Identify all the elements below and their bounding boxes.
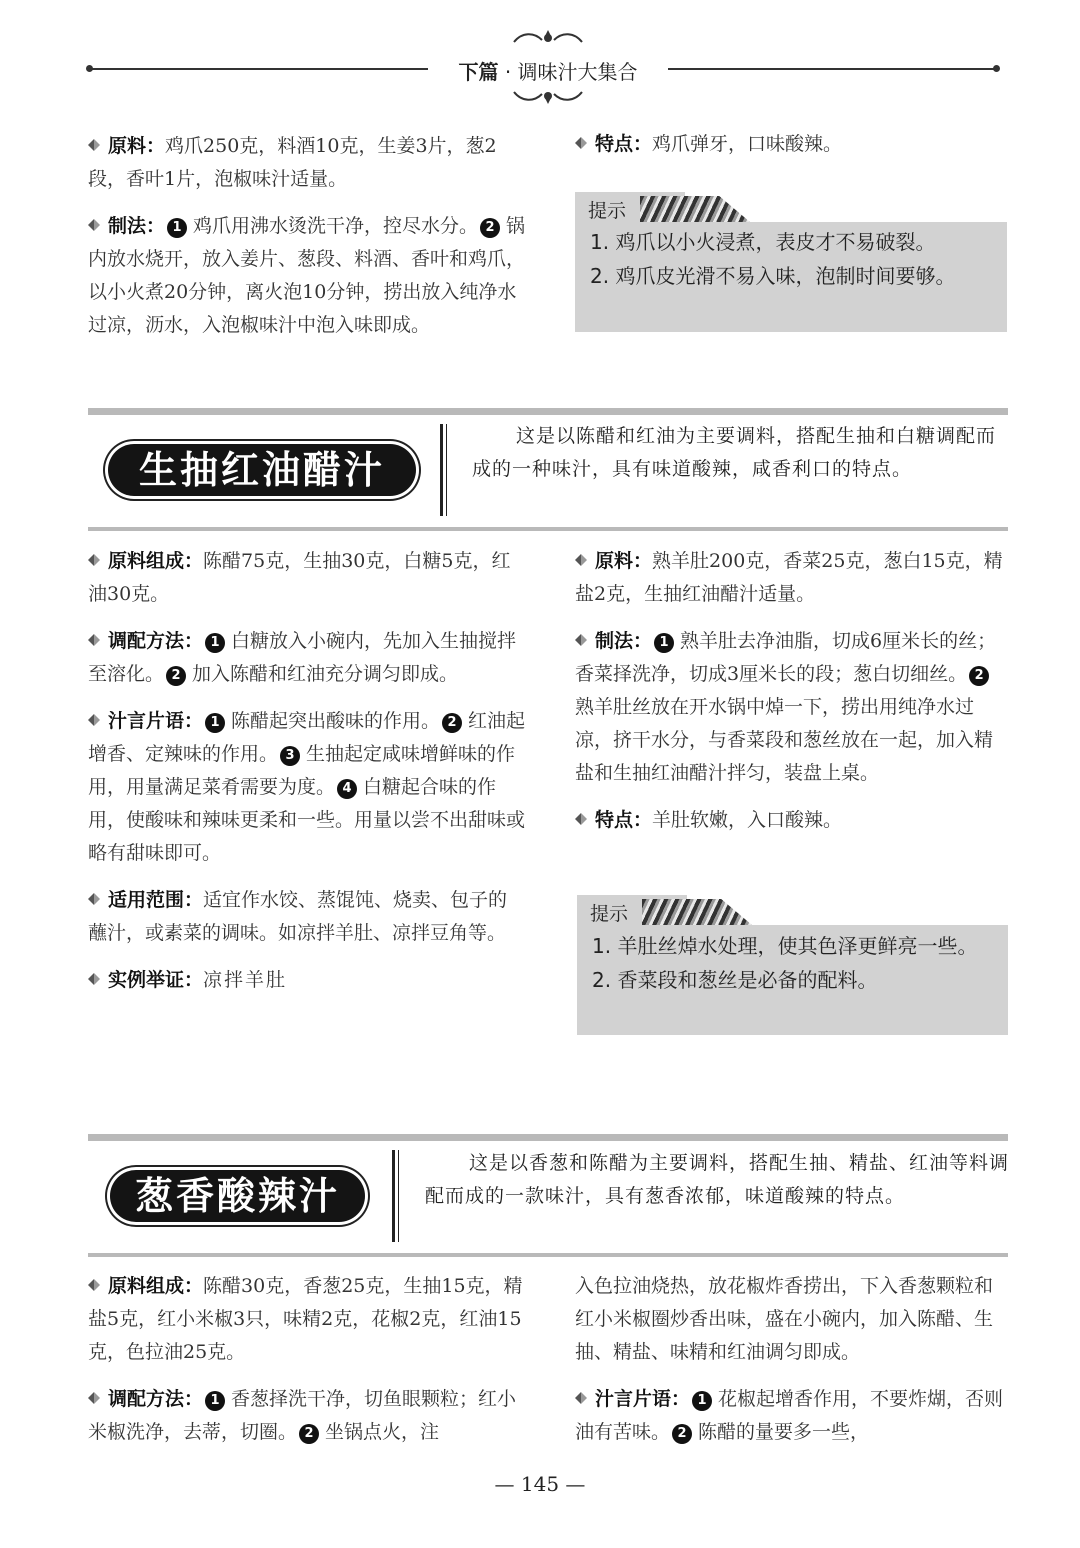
- section2-title: 葱香酸辣汁: [110, 1170, 365, 1222]
- s1-ingredients: [88, 545, 526, 611]
- tip-label: 提示: [588, 200, 627, 222]
- diamond-bullet-icon: [88, 554, 100, 566]
- page-number: — 145 —: [494, 1472, 586, 1496]
- step-number-icon: 1: [205, 1391, 225, 1411]
- s2-method-label: 调配方法：: [108, 1388, 204, 1410]
- step-number-icon: 2: [299, 1424, 319, 1444]
- s1r-ingredients-label: 原料：: [595, 550, 653, 572]
- s2-tips-step: 陈醋的量要多一些，: [698, 1421, 870, 1443]
- section1-intro: 这是以陈醋和红油为主要调料，搭配生抽和白糖调配而成的一种味汁，具有味道酸辣，咸香利口的特点。: [472, 425, 997, 480]
- s1-tips-step: 白糖起合味的作用，使酸味和辣味更柔和一些。用量以尝不出甜味或略有甜味即可。: [88, 776, 526, 864]
- diamond-bullet-icon: [575, 813, 587, 825]
- section1-rule-top: [88, 408, 1008, 415]
- header-dot: ·: [504, 60, 512, 84]
- s1-ingredients-label: 原料组成：: [108, 550, 204, 572]
- header-title: [438, 56, 658, 85]
- s1-tips-label: 汁言片语：: [108, 710, 204, 732]
- diamond-bullet-icon: [88, 219, 100, 231]
- s1-example: [88, 964, 526, 997]
- section2-divider: [392, 1150, 395, 1242]
- s1r-ingredients: [575, 545, 1010, 611]
- top-right-feature: [575, 128, 1007, 161]
- section2-intro: 这是以香葱和陈醋为主要调料，搭配生抽、精盐、红油等料调配而成的一款味汁，具有葱香浓郁，味道酸辣的特点。: [425, 1152, 1010, 1207]
- step-number-icon: 3: [280, 746, 300, 766]
- header-rule-left: [88, 68, 428, 70]
- step-number-icon: 1: [167, 218, 187, 238]
- step-number-icon: 1: [205, 713, 225, 733]
- s1-scope: [88, 884, 526, 950]
- step-number-icon: 4: [337, 779, 357, 799]
- s1-method-step: 白糖放入小碗内，先加入生抽搅拌至溶化。: [88, 630, 517, 685]
- s1r-method-step: 熟羊肚去净油脂，切成6厘米长的丝；香菜择洗净，切成3厘米长的段；葱白切细丝。: [575, 630, 997, 685]
- s2-method-continued: 入色拉油烧热，放花椒炸香捞出，下入香葱颗粒和红小米椒圈炒香出味，盛在小碗内，加入陈醋、生抽、精盐、味精和红油调匀即成。: [575, 1275, 994, 1363]
- diamond-bullet-icon: [575, 634, 587, 646]
- header-dot-left: [86, 65, 93, 72]
- s1r-feature-label: 特点：: [595, 809, 653, 831]
- diamond-bullet-icon: [575, 554, 587, 566]
- s1-example-label: 实例举证：: [108, 969, 204, 991]
- header-dot-right: [993, 65, 1000, 72]
- tip-item: 2. 香菜段和葱丝是必备的配料。: [592, 968, 878, 992]
- section1-divider-thin: [446, 424, 447, 516]
- s1-tips-step: 陈醋起突出酸味的作用。: [231, 710, 441, 732]
- step-number-icon: 2: [480, 218, 500, 238]
- tip-text: [590, 225, 995, 293]
- header-rule-right: [668, 68, 998, 70]
- ornament-bottom-icon: [508, 84, 588, 106]
- header-part: 下篇: [458, 60, 499, 84]
- diamond-bullet-icon: [88, 714, 100, 726]
- s1-method-label: 调配方法：: [108, 630, 204, 652]
- s2-tips-label: 汁言片语：: [595, 1388, 691, 1410]
- tip-stripe-icon: [640, 196, 750, 222]
- s1-scope-label: 适用范围：: [108, 889, 204, 911]
- step-number-icon: 1: [692, 1391, 712, 1411]
- top-method-step: 锅内放水烧开，放入姜片、葱段、料酒、香叶和鸡爪，以小火煮20分钟，离火泡10分钟，捞出放入纯净水过凉，沥水，入泡椒味汁中泡入味即成。: [88, 215, 526, 336]
- s1-tips: [88, 705, 526, 870]
- diamond-bullet-icon: [575, 137, 587, 149]
- s2-tips-step: 花椒起增香作用，不要炸煳，否则油有苦味。: [575, 1388, 1004, 1443]
- diamond-bullet-icon: [88, 634, 100, 646]
- tip-text: [592, 929, 997, 997]
- top-ingredients: [88, 130, 526, 196]
- section2-right-column: [575, 1270, 1010, 1449]
- s1r-method: [575, 625, 1010, 790]
- section1-left-column: [88, 545, 526, 997]
- s1-scope-text: 适宜作水饺、蒸馄饨、烧卖、包子的蘸汁，或素菜的调味。如凉拌羊肚、凉拌豆角等。: [88, 889, 508, 944]
- s2-tips: [575, 1383, 1010, 1449]
- diamond-bullet-icon: [88, 893, 100, 905]
- s1-method: [88, 625, 526, 691]
- section2-rule-top: [88, 1134, 1008, 1141]
- s2-ingredients: [88, 1270, 526, 1369]
- s2-ingredients-text: 陈醋30克，香葱25克，生抽15克，精盐5克，红小米椒3只，味精2克，花椒2克，红油15克，色拉油25克。: [88, 1275, 523, 1363]
- top-ingredients-text: 鸡爪250克，料酒10克，生姜3片，葱2段，香叶1片，泡椒味汁适量。: [88, 135, 497, 190]
- tip-stripe-icon: [642, 899, 752, 925]
- section1-divider: [440, 424, 443, 516]
- top-left-column: [88, 130, 526, 342]
- s1r-feature-text: 羊肚软嫩，入口酸辣。: [652, 809, 843, 831]
- step-number-icon: 2: [969, 666, 989, 686]
- s1r-method-label: 制法：: [595, 630, 653, 652]
- s1-ingredients-text: 陈醋75克，生抽30克，白糖5克，红油30克。: [88, 550, 511, 605]
- ornament-top-icon: [508, 28, 588, 50]
- diamond-bullet-icon: [575, 1392, 587, 1404]
- diamond-bullet-icon: [88, 973, 100, 985]
- top-method: [88, 210, 526, 342]
- s2-method-step: 坐锅点火，注: [325, 1421, 440, 1443]
- section1-rule-bottom: [88, 527, 1008, 531]
- s2-method: [88, 1383, 526, 1449]
- tip-item: 1. 鸡爪以小火浸煮，表皮才不易破裂。: [590, 230, 936, 254]
- top-feature-label: 特点：: [595, 133, 653, 155]
- step-number-icon: 2: [166, 666, 186, 686]
- diamond-bullet-icon: [88, 139, 100, 151]
- diamond-bullet-icon: [88, 1279, 100, 1291]
- section1-title: 生抽红油醋汁: [108, 444, 416, 496]
- top-method-step: 鸡爪用沸水烫洗干净，控尽水分。: [193, 215, 479, 237]
- section2-rule-bottom: [88, 1253, 1008, 1257]
- top-ingredients-label: 原料：: [108, 135, 166, 157]
- tip-item: 1. 羊肚丝焯水处理，使其色泽更鲜亮一些。: [592, 934, 978, 958]
- step-number-icon: 2: [672, 1424, 692, 1444]
- header-chapter: 调味汁大集合: [517, 60, 638, 84]
- s1-tips-step: 红油起增香、定辣味的作用。: [88, 710, 526, 765]
- step-number-icon: 1: [205, 633, 225, 653]
- s1-method-step: 加入陈醋和红油充分调匀即成。: [192, 663, 459, 685]
- diamond-bullet-icon: [88, 1392, 100, 1404]
- s2-method-step: 香葱择洗干净，切鱼眼颗粒；红小米椒洗净，去蒂，切圈。: [88, 1388, 517, 1443]
- tip-label: 提示: [590, 903, 629, 925]
- header: [88, 28, 1008, 103]
- section2-left-column: [88, 1270, 526, 1449]
- section1-right-column: [575, 545, 1010, 837]
- section2-divider-thin: [398, 1150, 399, 1242]
- tip-item: 2. 鸡爪皮光滑不易入味，泡制时间要够。: [590, 264, 956, 288]
- s1r-ingredients-text: 熟羊肚200克，香菜25克，葱白15克，精盐2克，生抽红油醋汁适量。: [575, 550, 1003, 605]
- top-feature-text: 鸡爪弹牙，口味酸辣。: [652, 133, 843, 155]
- s1-tips-step: 生抽起定咸味增鲜味的作用，用量满足菜肴需要为度。: [88, 743, 516, 798]
- s2-ingredients-label: 原料组成：: [108, 1275, 204, 1297]
- step-number-icon: 2: [442, 713, 462, 733]
- s1r-feature: [575, 804, 1010, 837]
- s1r-method-step: 熟羊肚丝放在开水锅中焯一下，捞出用纯净水过凉，挤干水分，与香菜段和葱丝放在一起，加入精盐和生抽红油醋汁拌匀，装盘上桌。: [575, 696, 994, 784]
- top-method-label: 制法：: [108, 215, 166, 237]
- s1-example-text: 凉拌羊肚: [203, 969, 288, 991]
- step-number-icon: 1: [654, 633, 674, 653]
